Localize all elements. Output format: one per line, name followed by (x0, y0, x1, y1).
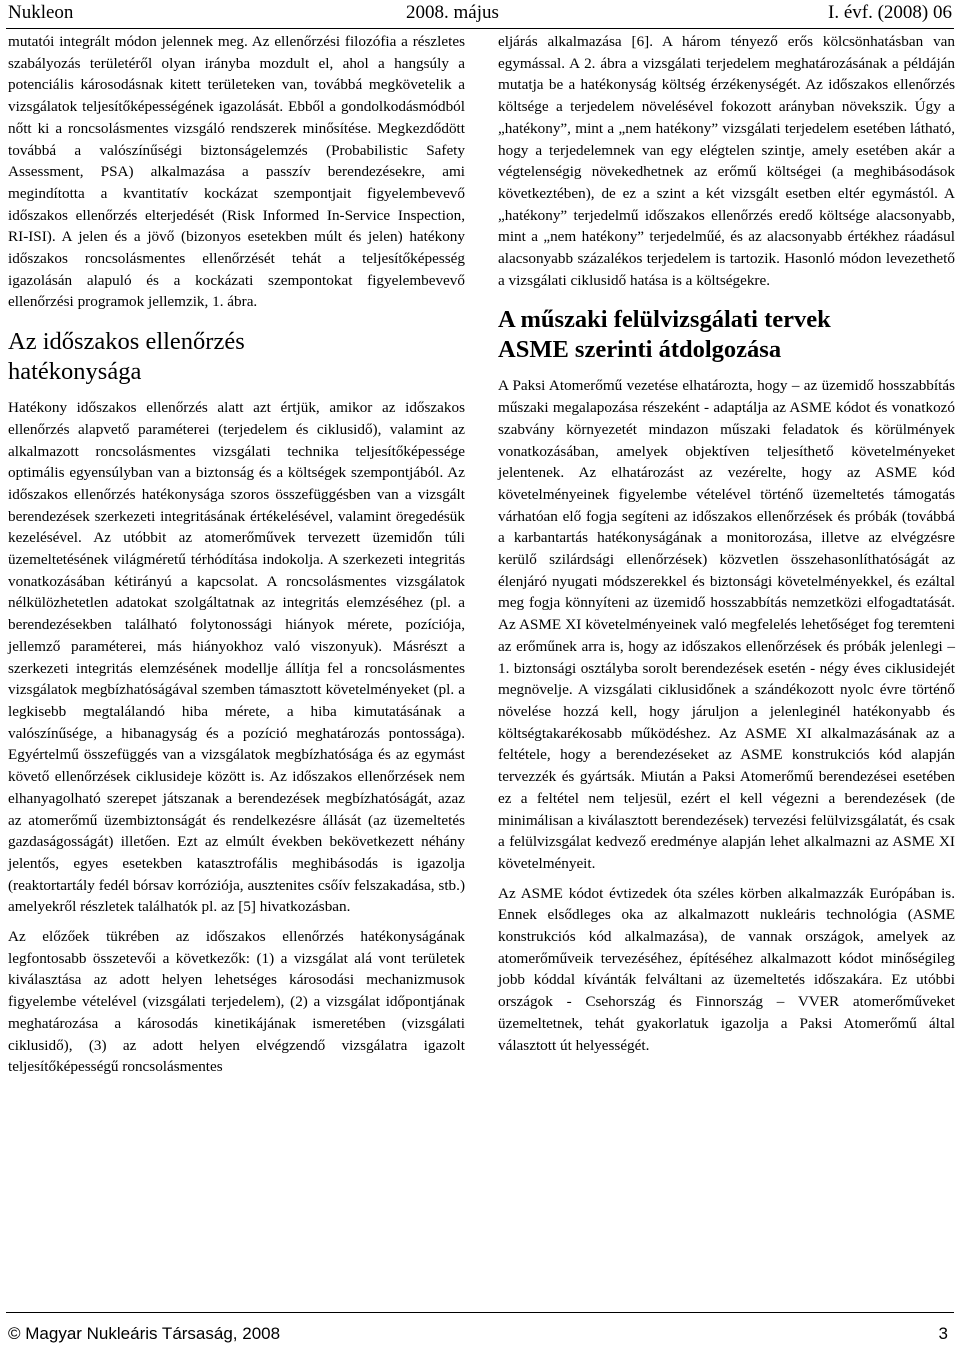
running-header (6, 0, 954, 30)
journal-name: Nukleon (8, 2, 74, 23)
left-column (8, 31, 465, 1078)
body-paragraph: Az ASME kódot évtizedek óta széles körben alkalmazzák Európában is. Ennek elsődleges oka az alkalmazott nukleáris technológia (ASME konstrukciós kód alkalmazása), de vannak országok, amelyek az atomerőműveik tervezéséhez, építéséhez alkalmazott kódot minőségileg jobb kóddal kívánták felváltani az üzemeltetés időszakára. Ez utóbbi országok - Csehország és Finnország – VVER atomerőműveket üzemeltetnek, tehát gyakorlatuk igazolja a Paksi Atomerőmű által választott út helyességét. (498, 884, 955, 1054)
body-paragraph: eljárás alkalmazása [6]. A három tényező erős kölcsönhatásban van egymással. A 2. ábra a vizsgálati terjedelem meghatározásának a példáján mutatja be a hatékonyság költség érzékenységét. Az időszakos ellenőrzés költsége a terjedelem növelésével fokozott arányban növekszik. Úgy a „hatékony”, mint a „nem hatékony” vizsgálati terjedelem esetében látható, hogy a terjedelemnek van egy elégtelen szintje, amely esetében akár a végtelenségig növekedhetnek az erőmű költségei (a meghibásodások következtében), de ez a szint a két vizsgált esetben eltér egymástól. A „hatékony” terjedelmű időszakos ellenőrzés eredő költsége alacsonyabb, mint a „nem hatékony” terjedelműé, és az alacsonyabb értékhez ráadásul alacsonyabb százalékos terjedelem is tartozik. Hasonló módon levezethető a vizsgálati ciklusidő hatása is a költségekre. (498, 33, 955, 289)
section-heading-line: ASME szerinti átdolgozása (498, 336, 782, 364)
page-footer (6, 1312, 954, 1352)
section-heading-line: hatékonysága (8, 358, 142, 386)
section-heading-line: Az időszakos ellenőrzés (8, 328, 245, 356)
body-paragraph: A Paksi Atomerőmű vezetése elhatározta, hogy – az üzemidő hosszabbítás műszaki megalapozása részeként - adaptálja az ASME kódot és vonatkozó szabvány környezetét mindazon műszaki feladatok és körülmények vonatkozásában, amelyek objektíven teljesíthető követelményeket jelentenek. Az elhatározást az vezérelte, hogy az ASME kód követelményeinek figyelembe vételével történő üzemeltetés támogatás várhatóan elő fogja segíteni az időszakos ellenőrzések és próbák (továbbá a karbantartás hatékonyságának a monitorozása, illetve az elvégzésre kerülő szilárdsági ellenőrzések) közvetlen összehasonlíthatóságát az élenjáró nyugati módszerekkel és biztonsági követelményekkel, és ezáltal meg fogja könnyíteni az üzemidő hosszabbítás nemzetközi elfogadtatását. Az ASME XI követelményeinek való megfelelés lehetőséget fog teremteni az erőműnek arra is, hogy az időszakos ellenőrzések és próbák jelenlegi – 1. biztonsági osztályba sorolt berendezések esetén - négy éves ciklusidejét megnövelje. A vizsgálati ciklusidőnek a szándékozott nyolc évre történő növelése hozzá kell, hogy járuljon a jelenleginél hatékonyabb és költségtakarékosabb működéshez. Az ASME XI alkalmazásának az a feltétele, hogy a berendezéseket az ASME konstrukciós kód alapján tervezzék és gyártsák. Miután a Paksi Atomerőmű berendezései esetében ez a feltétel nem teljesül, ezért el kell végezni a berendezések (de minimálisan a kiválasztott berendezések) tervezési felülvizsgálatát, és csak a felülvizsgálat kedvező eredménye alapján lehet alkalmazni az ASME XI követelményeit. (498, 377, 955, 872)
issue-date: 2008. május (406, 2, 499, 23)
section-heading (498, 305, 955, 365)
right-column (498, 31, 955, 1056)
section-heading (8, 327, 465, 387)
footer-rule (6, 1312, 954, 1313)
header-rule (6, 28, 954, 29)
body-paragraph: Hatékony időszakos ellenőrzés alatt azt értjük, amikor az időszakos ellenőrzés alapvető paraméterei (terjedelem és ciklusidő), valamint az alkalmazott roncsolásmentes vizsgálati technika teljesítőképessége optimális egyensúlyban van a biztonság és a költségek szempontjából. Az időszakos ellenőrzés hatékonysága szoros összefüggésben van a vizsgált berendezések szerkezeti integritásának értékelésével, valamint öregedésük kezelésével. Az utóbbit az atomerőművek tervezett üzemidőn túli üzemeltetésének világméretű térhódítása indokolja. A szerkezeti integritás vonatkozásában kétirányú a kapcsolat. A roncsolásmentes vizsgálatok nélkülözhetetlen adatokat szolgáltatnak az integritás elemzéséhez (pl. a berendezésekben található folytonossági hiányok mérete, pozíciója, jellemző paraméterei, más hiányokhoz való viszonyuk). Másrészt a szerkezeti integritás elemzésének modellje állítja fel a roncsolásmentes vizsgálatok megbízhatóságával szemben támasztott követelményeket (pl. a legkisebb megtalálandó hiba mérete, a hiba kimutatásának a valószínűsége, a hibanagyság és a pozíció meghatározás pontossága). Egyértelmű összefüggés van a vizsgálatok megbízhatósága és az egymást követő ellenőrzések ciklusideje között is. Az időszakos ellenőrzések nem elhanyagolható szerepet játszanak a berendezések megbízhatóságát, azaz az atomerőmű üzembiztonságát és rendelkezésre állását (az üzemeltetés gazdaságosságát) illetően. Ezt az elmúlt években bekövetkezett néhány jelentős, egyes esetekben katasztrofális meghibásodás is igazolja (reaktortartály fedél bórsav korróziója, ausztenites csőív felszakadása, stb.) amelyekről részletek találhatók pl. az [5] hivatkozásban. (8, 399, 465, 916)
page-number: 3 (938, 1324, 948, 1343)
section-heading-line: A műszaki felülvizsgálati tervek (498, 306, 831, 334)
body-paragraph: Az előzőek tükrében az időszakos ellenőrzés hatékonyságának legfontosabb összetevői a következők: (1) a vizsgálat alá vont területek kiválasztása az adott helyen lehetséges károsodási mechanizmusok figyelembe vételével (vizsgálati terjedelem), (2) a vizsgálat időpontjának meghatározása a károsodás kinetikájának ismeretében (vizsgálati ciklusidő), (3) az adott helyen elvégzendő vizsgálatra igazolt teljesítőképességű roncsolásmentes (8, 928, 465, 1076)
body-paragraph: mutatói integrált módon jelennek meg. Az ellenőrzési filozófia a részletes szabályozás területéről olyan irányba mozdult el, ahol a hangsúly a potenciális károsodásnak kitett területeken van, továbbá megkövetelik a vizsgálatok teljesítőképességének igazolását. Ebből a gondolkodásmódból nőtt ki a roncsolásmentes vizsgáló rendszerek minősítése. Megkezdődött továbbá a valószínűségi biztonságelemzés (Probabilistic Safety Assessment, PSA) alkalmazása a passzív berendezésekre, ami megindította a kvantitatív kockázat szempontjait figyelembevevő időszakos ellenőrzés elterjedését (Risk Informed In-Service Inspection, RI-ISI). A jelen és a jövő (bizonyos esetekben múlt és jelen) hatékony időszakos roncsolásmentes ellenőrzését tehát a teljesítőképesség igazolásán alapuló és a kockázati szempontokat figyelembevevő ellenőrzési programok jellemzik, 1. ábra. (8, 33, 465, 311)
copyright-notice: © Magyar Nukleáris Társaság, 2008 (8, 1324, 281, 1343)
volume-info: I. évf. (2008) 06 (828, 2, 952, 23)
